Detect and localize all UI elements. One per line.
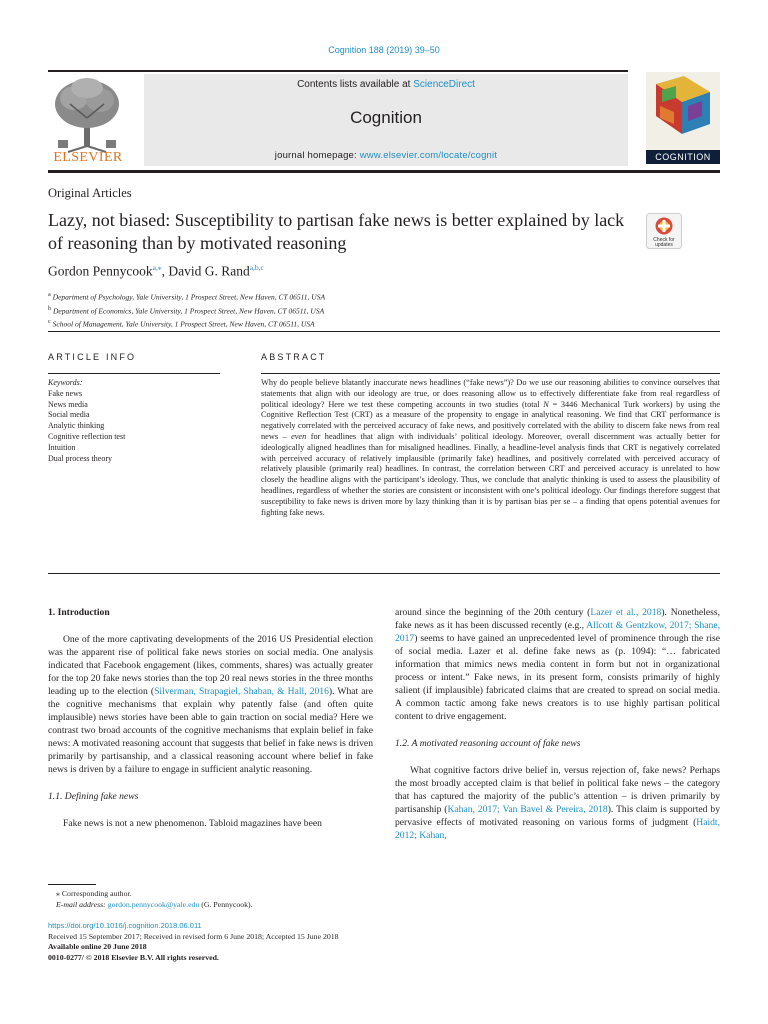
keyword-item: Fake news bbox=[48, 388, 82, 398]
journal-cover[interactable] bbox=[646, 72, 720, 164]
check-for-updates-button[interactable] bbox=[646, 213, 682, 249]
author-name[interactable]: David G. Rand bbox=[168, 263, 250, 279]
abstract-emphasis: even bbox=[291, 431, 307, 441]
affiliation-item bbox=[48, 303, 325, 317]
sciencedirect-link[interactable]: ScienceDirect bbox=[413, 79, 475, 90]
affiliation-item bbox=[48, 316, 325, 330]
keyword-item: Intuition bbox=[48, 442, 76, 452]
abstract-bottom-rule bbox=[48, 573, 720, 574]
article-info-rule bbox=[48, 373, 220, 374]
paragraph-text: ). This claim is supported by pervasive effects of motivated reasoning on various forms of judgment ( bbox=[395, 804, 720, 828]
article-title: Lazy, not biased: Susceptibility to partisan fake news is better explained by lack of reasoning than by motivated reasoning bbox=[48, 210, 625, 253]
crossmark-text-1: Check for bbox=[653, 237, 675, 243]
citation-link[interactable]: Haidt, 2012; Kahan, bbox=[395, 817, 720, 841]
affiliation-text: School of Management, Yale University, 1 Prospect Street, New Haven, CT 06511, USA bbox=[52, 319, 315, 329]
corresponding-author-note: ⁎ Corresponding author. bbox=[56, 889, 132, 898]
article-section-type: Original Articles bbox=[48, 186, 132, 200]
footnotes bbox=[56, 888, 253, 910]
journal-title: Cognition bbox=[350, 108, 422, 127]
citation-link[interactable]: Silverman, Strapagiel, Shaban, & Hall, 2016 bbox=[154, 686, 329, 697]
body-paragraph bbox=[395, 606, 720, 723]
author-separator: , bbox=[161, 263, 169, 279]
crossmark-text-2: updates bbox=[655, 242, 673, 248]
subsection-heading-motivated-reasoning: 1.2. A motivated reasoning account of fake news bbox=[395, 738, 581, 749]
article-metadata bbox=[48, 921, 339, 963]
section-heading-introduction: 1. Introduction bbox=[48, 607, 110, 618]
citation-link[interactable]: Lazer et al., 2018 bbox=[590, 607, 662, 618]
keyword-item: News media bbox=[48, 399, 88, 409]
body-column-right bbox=[395, 606, 720, 842]
keyword-item: Cognitive reflection test bbox=[48, 431, 126, 441]
cover-art-icon bbox=[646, 72, 720, 150]
affiliation-item bbox=[48, 289, 325, 303]
keywords-label: Keywords: bbox=[48, 378, 83, 387]
article-info-heading: ARTICLE INFO bbox=[48, 352, 137, 362]
paragraph-text: What cognitive factors drive belief in, versus rejection of, fake news? Perhaps the most broadly accepted claim is that belief in political fake news – the category that has captured the majority of the public’s attention – is driven primarily by partisanship ( bbox=[395, 765, 720, 815]
journal-reference[interactable]: Cognition 188 (2019) 39–50 bbox=[328, 45, 440, 55]
affiliation-mark: c bbox=[48, 318, 51, 325]
author-affiliation-marks[interactable]: a,⁎ bbox=[152, 263, 162, 272]
author-list bbox=[48, 263, 264, 280]
keyword-item: Dual process theory bbox=[48, 453, 112, 463]
abstract-text bbox=[261, 378, 720, 518]
abstract-part: Why do people believe blatantly inaccurate news headlines (“fake news”)? Do we use our reasoning abilities to convince ourselves that statements that align with our ideology are true, or does reasoning allow us to effectively differentiate fake from real regardless of political ideology? Here we test these competing accounts in two studies (total bbox=[261, 378, 720, 409]
abstract-part: = 3446 Mechanical Turk workers) by using the Cognitive Reflection Test (CRT) as a measure of the propensity to engage in analytical reasoning. We find that CRT performance is negatively correlated with the perceived accuracy of fake news, and positively correlated with the ability to discern fake news from real news – bbox=[261, 399, 720, 441]
elsevier-logo[interactable] bbox=[48, 74, 128, 166]
crossmark-icon bbox=[646, 213, 682, 249]
body-column-left bbox=[48, 606, 373, 830]
body-paragraph: Fake news is not a new phenomenon. Tabloid magazines have been bbox=[63, 818, 322, 829]
header-divider bbox=[48, 170, 720, 173]
paragraph-text: ). What are the cognitive mechanisms that explain why patently false (and often quite implausible) news stories have been able to gain traction on social media? Here we contrast two broad accounts of the cognitive mechanisms that explain belief in fake news: A motivated reasoning account that suggests that belief in fake news is driven primarily by partisanship, and a classical reasoning account where belief in fake news is driven by a failure to engage in sufficient analytic reasoning. bbox=[48, 686, 373, 775]
affiliations bbox=[48, 289, 325, 330]
email-link[interactable]: gordon.pennycook@yale.edu bbox=[107, 900, 200, 909]
affiliation-mark: b bbox=[48, 304, 52, 312]
affiliation-mark: a bbox=[48, 291, 51, 298]
journal-homepage-link[interactable]: www.elsevier.com/locate/cognit bbox=[359, 150, 498, 161]
affiliation-text: Department of Psychology, Yale University, 1 Prospect Street, New Haven, CT 06511, USA bbox=[52, 292, 326, 302]
abstract-n-symbol: N bbox=[543, 399, 549, 409]
paragraph-text: One of the more captivating developments of the 2016 US Presidential election was the apparent rise of political fake news stories on social media. One analysis indicated that Facebook engagement (likes, comments, shares) was actually greater for the top 20 fake news stories than the top 20 real news stories in the three months leading up to the election ( bbox=[48, 634, 373, 697]
available-online-date: Available online 20 June 2018 bbox=[48, 942, 147, 951]
keywords-list bbox=[48, 378, 125, 464]
body-paragraph bbox=[395, 764, 720, 842]
author-name[interactable]: Gordon Pennycook bbox=[48, 263, 153, 279]
top-rule bbox=[48, 70, 628, 72]
keyword-item: Social media bbox=[48, 410, 90, 420]
paragraph-text: around since the beginning of the 20th century ( bbox=[395, 607, 591, 618]
copyright-line: 0010-0277/ © 2018 Elsevier B.V. All rights reserved. bbox=[48, 952, 219, 962]
keyword-item: Analytic thinking bbox=[48, 421, 105, 431]
info-divider bbox=[48, 331, 720, 332]
email-note bbox=[56, 899, 253, 910]
paragraph-text: ) seems to have gained an unprecedented level of prominence through the rise of social media. Lazer et al. define fake news as (p. 1094): “… fabricated information that mimics news media content in form but not in organizational process or intent.” Fake news, in its present form, consists primarily of highly salient (if implausible) fabricated claims that are created to spread on social media. A common tactic among fake news creators is to use highly partisan political content to drive engagement. bbox=[395, 633, 720, 722]
email-label: E-mail address: bbox=[56, 900, 106, 909]
citation-link[interactable]: Allcott & Gentzkow, 2017; Shane, 2017 bbox=[395, 620, 720, 644]
footnote-rule bbox=[48, 884, 96, 885]
cover-label: COGNITION bbox=[646, 150, 720, 164]
journal-header-band bbox=[144, 74, 628, 166]
author-affiliation-marks[interactable]: a,b,c bbox=[249, 263, 264, 272]
received-dates: Received 15 September 2017; Received in revised form 6 June 2018; Accepted 15 June 2018 bbox=[48, 931, 339, 941]
contents-line bbox=[144, 79, 628, 90]
abstract-part: for headlines that align with individuals’ political ideology. Moreover, overall discernment was actually better for ideologically aligned headlines than for misaligned headlines. Finally, a headline-level analysis finds that CRT is negatively correlated with perceived accuracy of relatively implausible (primarily fake) headlines, and positively correlated with perceived accuracy of relatively plausible (primarily real) headlines. In contrast, the correlation between CRT and perceived accuracy is unrelated to how closely the headline aligns with the participant’s ideology. Thus, we conclude that analytic thinking is used to assess the plausibility of headlines, regardless of whether the stories are consistent or inconsistent with one’s political ideology. Our findings therefore suggest that susceptibility to fake news is driven more by lazy thinking than it is by partisan bias per se – a finding that opens potential avenues for fighting fake news. bbox=[261, 431, 720, 517]
doi-link[interactable]: https://doi.org/10.1016/j.cognition.2018.06.011 bbox=[48, 921, 202, 930]
email-suffix: (G. Pennycook). bbox=[199, 900, 253, 909]
abstract-heading: ABSTRACT bbox=[261, 352, 327, 362]
subsection-heading-defining-fake-news: 1.1. Defining fake news bbox=[48, 791, 139, 802]
contents-prefix: Contents lists available at bbox=[297, 79, 414, 90]
abstract-rule bbox=[261, 373, 720, 374]
homepage-prefix: journal homepage: bbox=[274, 150, 360, 161]
homepage-line bbox=[144, 150, 628, 161]
publisher-name: ELSEVIER bbox=[53, 150, 123, 165]
affiliation-text: Department of Economics, Yale University, 1 Prospect Street, New Haven, CT 06511, USA bbox=[53, 306, 325, 315]
paragraph-text: ). Nonetheless, fake news as it has been discussed recently (e.g., bbox=[395, 607, 720, 631]
citation-link[interactable]: Kahan, 2017; Van Bavel & Pereira, 2018 bbox=[447, 804, 608, 815]
body-paragraph bbox=[48, 633, 373, 776]
